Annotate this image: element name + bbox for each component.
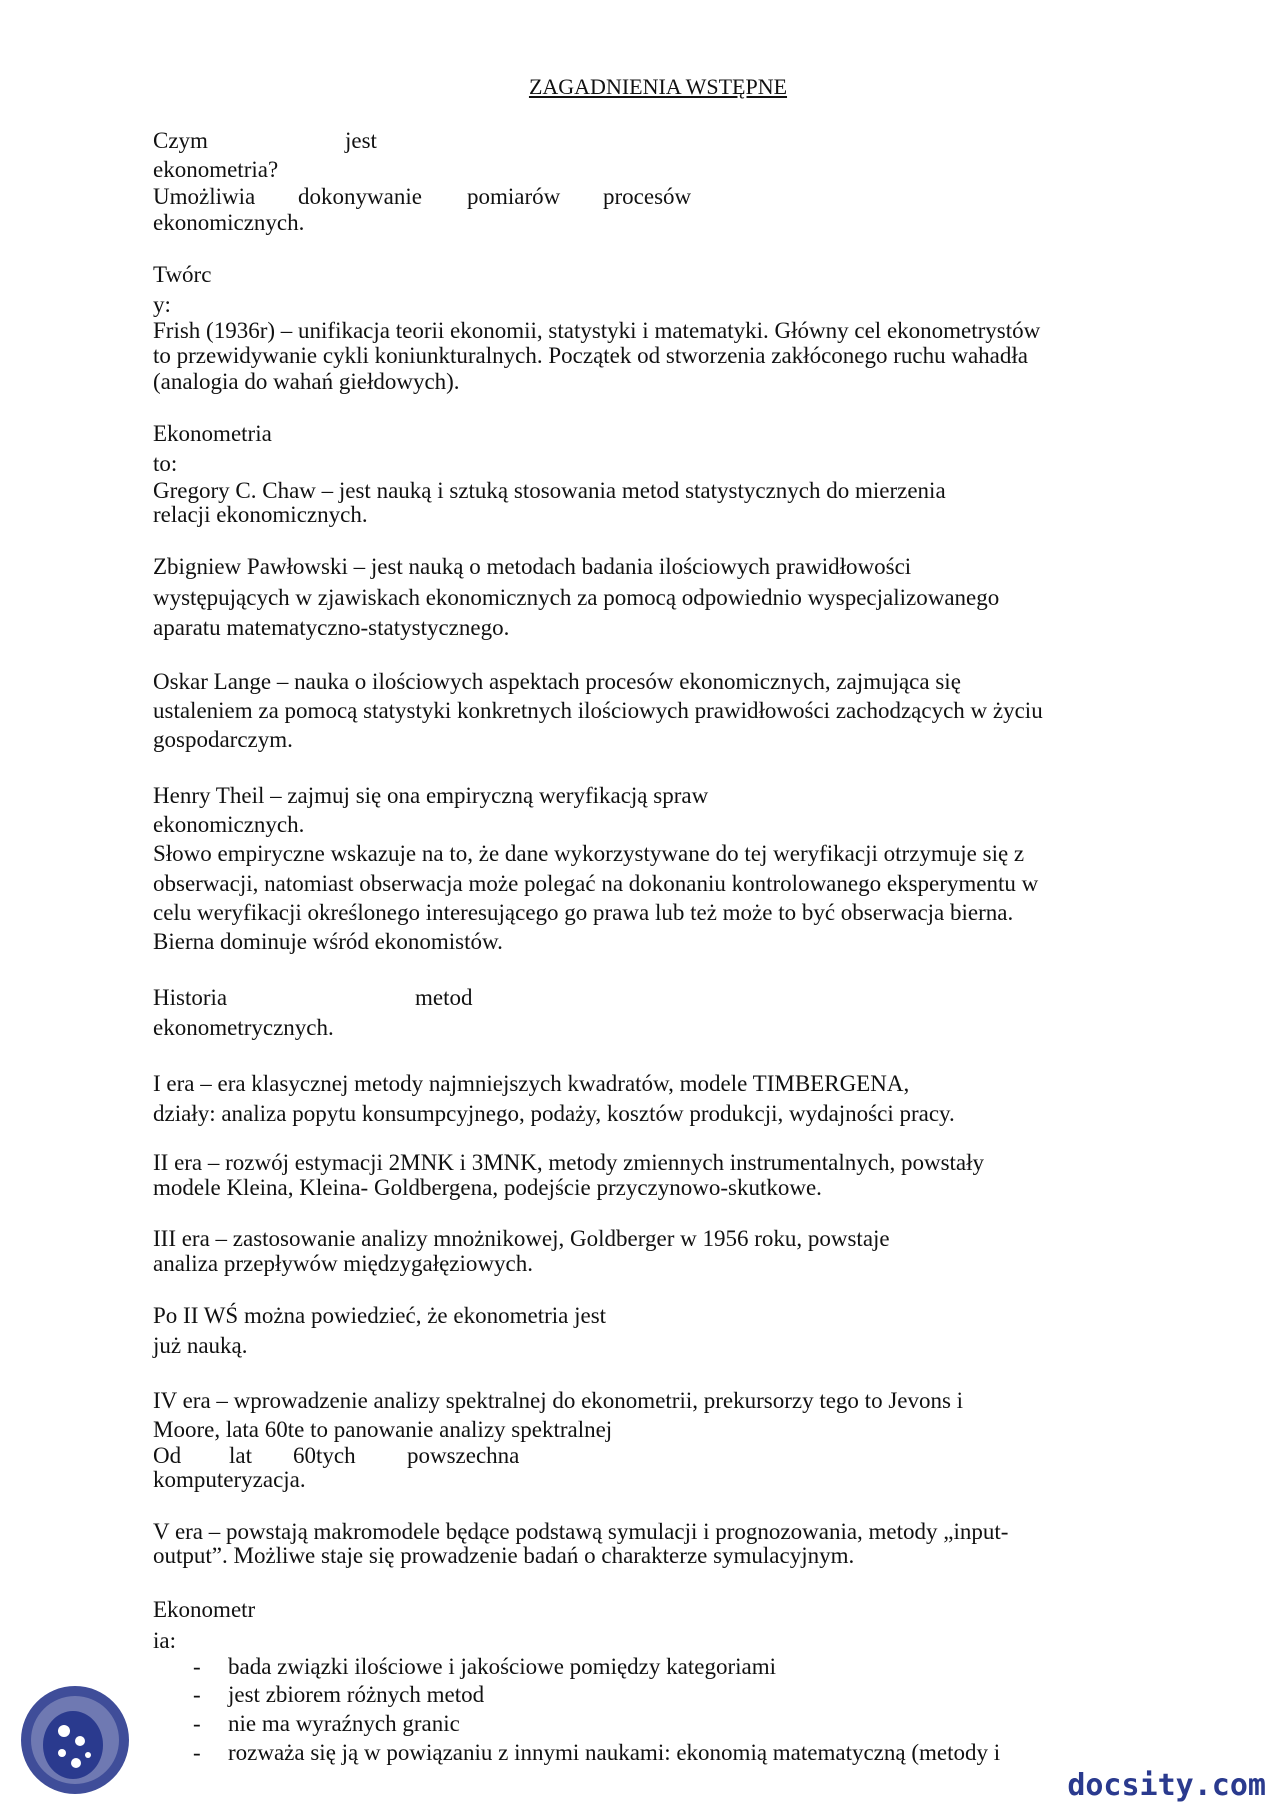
paragraph-line: ekonomicznych.: [153, 210, 305, 235]
paragraph-line: działy: analiza popytu konsumpcyjnego, podaży, kosztów produkcji, wydajności pracy.: [153, 1101, 955, 1126]
paragraph-line: Moore, lata 60te to panowanie analizy spektralnej: [153, 1417, 613, 1442]
word: 60tych: [293, 1443, 356, 1468]
paragraph-line: ustaleniem za pomocą statystyki konkretnych ilościowych prawidłowości zachodzących w życiu: [153, 698, 1043, 723]
heading-word: jest: [345, 128, 377, 153]
heading-word: Historia: [153, 985, 228, 1010]
heading-line: ekonometria?: [153, 157, 279, 182]
heading-line: to:: [153, 451, 178, 476]
paragraph-line: relacji ekonomicznych.: [153, 502, 368, 527]
heading-line: ia:: [153, 1628, 176, 1653]
paragraph-line: [153, 1443, 520, 1469]
list-bullet: -: [193, 1654, 201, 1679]
list-item: bada związki ilościowe i jakościowe pomiędzy kategoriami: [228, 1654, 776, 1679]
heading-line: [153, 985, 473, 1011]
word: powszechna: [407, 1443, 520, 1468]
paragraph-line: I era – era klasycznej metody najmniejszych kwadratów, modele TIMBERGENA,: [153, 1071, 910, 1096]
paragraph-line: (analogia do wahań giełdowych).: [153, 369, 460, 394]
heading-word: Czym: [153, 128, 208, 153]
paragraph-line: już nauką.: [153, 1333, 248, 1358]
docsity-brand-link[interactable]: docsity.com: [1067, 1768, 1266, 1803]
paragraph-line: to przewidywanie cykli koniunkturalnych. Początek od stworzenia zakłóconego ruchu wahadła: [153, 343, 1028, 368]
list-item: jest zbiorem różnych metod: [228, 1682, 485, 1707]
list-item: nie ma wyraźnych granic: [228, 1711, 460, 1736]
paragraph-line: Bierna dominuje wśród ekonomistów.: [153, 929, 503, 954]
word: Od: [153, 1443, 182, 1468]
paragraph-line: output”. Możliwe staje się prowadzenie badań o charakterze symulacyjnym.: [153, 1543, 855, 1568]
paragraph-line: Słowo empiryczne wskazuje na to, że dane wykorzystywane do tej weryfikacji otrzymuje się z: [153, 841, 1025, 866]
heading-word: metod: [415, 985, 473, 1010]
paragraph-line: gospodarczym.: [153, 727, 293, 752]
paragraph-line: Frish (1936r) – unifikacja teorii ekonomii, statystyki i matematyki. Główny cel ekonometrystów: [153, 318, 1041, 343]
paragraph-line: II era – rozwój estymacji 2MNK i 3MNK, metody zmiennych instrumentalnych, powstały: [153, 1150, 985, 1175]
paragraph-line: celu weryfikacji określonego interesującego go prawa lub też może to być obserwacja bierna.: [153, 900, 1014, 925]
heading-line: Twórc: [153, 262, 212, 287]
page-title: ZAGADNIENIA WSTĘPNE: [528, 74, 788, 99]
paragraph-line: ekonomicznych.: [153, 812, 305, 837]
paragraph-line: IV era – wprowadzenie analizy spektralnej do ekonometrii, prekursorzy tego to Jevons i: [153, 1388, 964, 1413]
paragraph-line: występujących w zjawiskach ekonomicznych za pomocą odpowiednio wyspecjalizowanego: [153, 585, 1000, 610]
paragraph-line: V era – powstają makromodele będące podstawą symulacji i prognozowania, metody „input-: [153, 1519, 1009, 1544]
heading-line: y:: [153, 292, 171, 317]
heading-line: [153, 128, 377, 154]
heading-line: ekonometrycznych.: [153, 1015, 334, 1040]
paragraph-line: Po II WŚ można powiedzieć, że ekonometria jest: [153, 1303, 607, 1328]
paragraph-line: obserwacji, natomiast obserwacja może polegać na dokonaniu kontrolowanego eksperymentu w: [153, 871, 1039, 896]
list-bullet: -: [193, 1711, 201, 1736]
word: Umożliwia: [153, 184, 256, 209]
docsity-logo-icon[interactable]: [18, 1683, 133, 1798]
word: lat: [229, 1443, 252, 1468]
paragraph-line: aparatu matematyczno-statystycznego.: [153, 615, 510, 640]
word: pomiarów: [467, 184, 561, 209]
paragraph-line: [153, 184, 692, 210]
list-bullet: -: [193, 1682, 201, 1707]
paragraph-line: komputeryzacja.: [153, 1467, 306, 1492]
paragraph-line: Oskar Lange – nauka o ilościowych aspektach procesów ekonomicznych, zajmująca się: [153, 669, 961, 694]
paragraph-line: III era – zastosowanie analizy mnożnikowej, Goldberger w 1956 roku, powstaje: [153, 1226, 890, 1251]
paragraph-line: Henry Theil – zajmuj się ona empiryczną weryfikacją spraw: [153, 783, 709, 808]
paragraph-line: Zbigniew Pawłowski – jest nauką o metodach badania ilościowych prawidłowości: [153, 554, 912, 579]
word: dokonywanie: [298, 184, 422, 209]
heading-line: Ekonometria: [153, 421, 272, 446]
list-bullet: -: [193, 1740, 201, 1765]
paragraph-line: Gregory C. Chaw – jest nauką i sztuką stosowania metod statystycznych do mierzenia: [153, 478, 946, 503]
list-item: rozważa się ją w powiązaniu z innymi naukami: ekonomią matematyczną (metody i: [228, 1740, 1001, 1765]
heading-line: Ekonometr: [153, 1597, 256, 1622]
word: procesów: [603, 184, 692, 209]
paragraph-line: modele Kleina, Kleina- Goldbergena, podejście przyczynowo-skutkowe.: [153, 1175, 822, 1200]
paragraph-line: analiza przepływów międzygałęziowych.: [153, 1251, 533, 1276]
